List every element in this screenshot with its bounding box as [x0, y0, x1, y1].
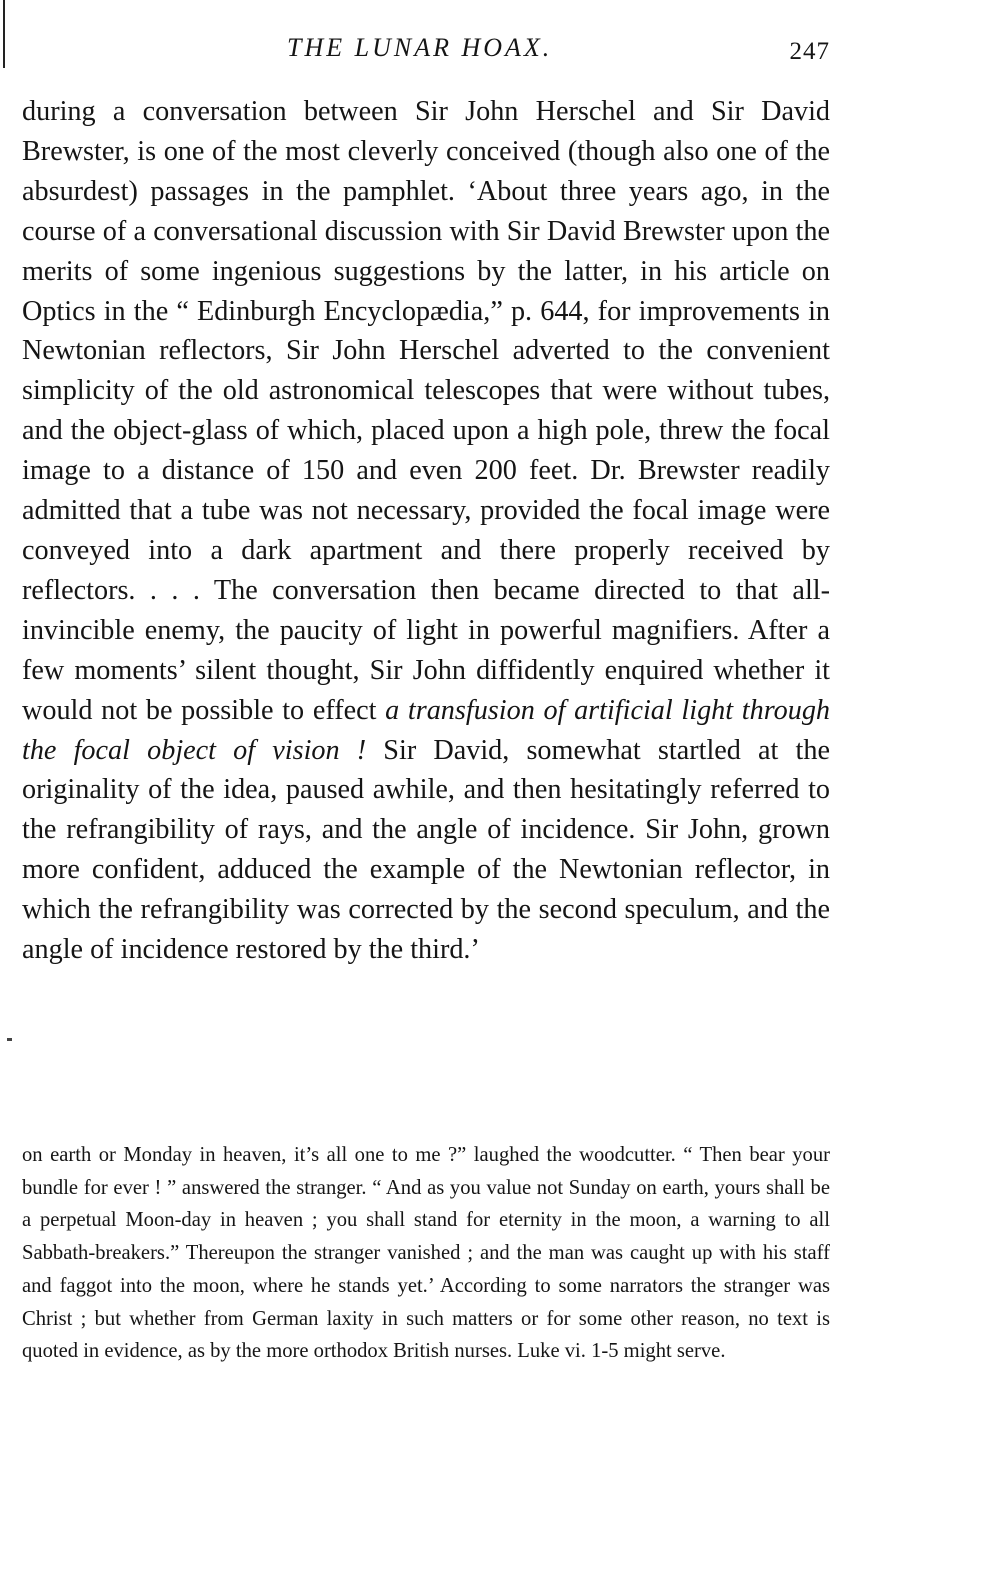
footnote: on earth or Monday in heaven, it’s all one to me ?” laughed the woodcutter. “ Then bear your bundle for ever ! ” answered the stranger. “ And as you value not Sunday on earth, yours shall be a perpetual Moon-day in heaven ; you shall stand for eternity in the moon, a warning to all Sabbath-breakers.” Thereupon the stranger vanished ; and the man was caught up with his staff and faggot into the moon, where he stands yet.’ According to some narrators the stranger was Christ ; but whether from German laxity in such matters or for some other reason, no text is quoted in evidence, as by the more orthodox British nurses. Luke vi. 1-5 might serve.	[22, 1144, 830, 1363]
page-header	[22, 30, 830, 70]
main-text-end: Sir David, somewhat startled at the originality of the idea, paused awhile, and then hesitatingly referred to the refrangibility of rays, and the angle of incidence. Sir John, grown more confident, adduced the example of the Newtonian reflector, in which the refrangibility was corrected by the second speculum, and the angle of incidence restored by the third.’	[22, 734, 830, 966]
page-number: 247	[789, 38, 830, 65]
scan-edge-mark	[7, 1038, 12, 1041]
main-paragraph	[22, 92, 830, 970]
running-head: THE LUNAR HOAX.	[287, 33, 553, 62]
main-text-start: during a conversation between Sir John Herschel and Sir David Brewster, is one of the most cleverly conceived (though also one of the absurdest) passages in the pamphlet. ‘About three years ago, in the course of a conversational discussion with Sir David Brewster upon the merits of some ingenious suggestions by the latter, in his article on Optics in the “ Edinburgh Encyclopædia,” p. 644, for improvements in Newtonian reflectors, Sir John Herschel adverted to the convenient simplicity of the old astronomical telescopes that were without tubes, and the object-glass of which, placed upon a high pole, threw the focal image to a distance of 150 and even 200 feet. Dr. Brewster readily admitted that a tube was not necessary, provided the focal image were conveyed into a dark apartment and there properly received by reflectors. . . . The conversation then became directed to that all-invincible enemy, the paucity of light in powerful magnifiers. After a few moments’ silent thought, Sir John diffidently enquired whether it would not be possible to effect	[22, 96, 830, 726]
scan-edge-line	[3, 0, 5, 68]
italic-phrase: a transfusion of artificial light through the focal object of vision !	[22, 694, 831, 766]
